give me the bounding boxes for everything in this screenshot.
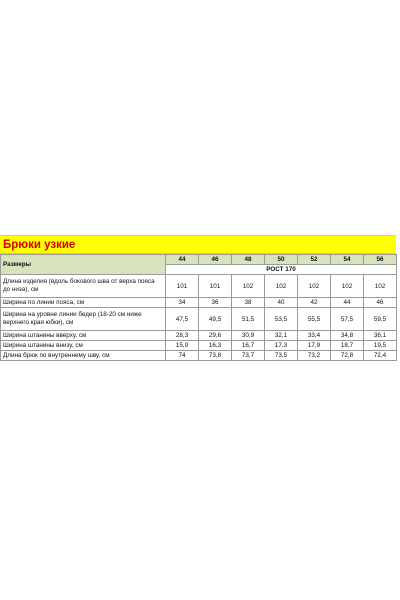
cell-value: 33,4 <box>298 331 331 341</box>
cell-value: 17,3 <box>265 341 298 351</box>
cell-value: 101 <box>199 275 232 298</box>
table-row <box>1 275 397 298</box>
cell-value: 17,9 <box>298 341 331 351</box>
cell-value: 30,9 <box>232 331 265 341</box>
cell-value: 73,7 <box>232 351 265 361</box>
cell-value: 51,5 <box>232 308 265 331</box>
table-row <box>1 308 397 331</box>
row-label: Ширина по линии пояса, см <box>1 298 166 308</box>
cell-value: 40 <box>265 298 298 308</box>
size-table <box>0 254 397 361</box>
cell-value: 34 <box>166 298 199 308</box>
cell-value: 74 <box>166 351 199 361</box>
cell-value: 34,8 <box>331 331 364 341</box>
size-46: 46 <box>199 255 232 265</box>
row-label: Ширина штанины вверху, см <box>1 331 166 341</box>
sizes-label: Размеры <box>1 255 166 275</box>
cell-value: 102 <box>364 275 397 298</box>
cell-value: 57,5 <box>331 308 364 331</box>
cell-value: 59,5 <box>364 308 397 331</box>
cell-value: 36 <box>199 298 232 308</box>
table-row <box>1 351 397 361</box>
table-row <box>1 298 397 308</box>
cell-value: 19,5 <box>364 341 397 351</box>
size-chart <box>0 235 396 361</box>
cell-value: 73,8 <box>199 351 232 361</box>
cell-value: 72,8 <box>331 351 364 361</box>
cell-value: 18,7 <box>331 341 364 351</box>
cell-value: 72,4 <box>364 351 397 361</box>
table-row <box>1 331 397 341</box>
cell-value: 102 <box>331 275 364 298</box>
cell-value: 102 <box>265 275 298 298</box>
cell-value: 38 <box>232 298 265 308</box>
cell-value: 28,3 <box>166 331 199 341</box>
row-label: Ширина штанины внизу, см <box>1 341 166 351</box>
cell-value: 102 <box>232 275 265 298</box>
size-44: 44 <box>166 255 199 265</box>
cell-value: 47,5 <box>166 308 199 331</box>
row-label: Длина изделия (вдоль бокового шва от верха пояса до низа), см <box>1 275 166 298</box>
cell-value: 102 <box>298 275 331 298</box>
cell-value: 15,9 <box>166 341 199 351</box>
size-48: 48 <box>232 255 265 265</box>
cell-value: 53,5 <box>265 308 298 331</box>
cell-value: 16,7 <box>232 341 265 351</box>
size-56: 56 <box>364 255 397 265</box>
table-row <box>1 341 397 351</box>
chart-title: Брюки узкие <box>0 235 396 254</box>
cell-value: 36,1 <box>364 331 397 341</box>
size-54: 54 <box>331 255 364 265</box>
cell-value: 101 <box>166 275 199 298</box>
cell-value: 46 <box>364 298 397 308</box>
cell-value: 49,5 <box>199 308 232 331</box>
cell-value: 73,5 <box>265 351 298 361</box>
cell-value: 55,5 <box>298 308 331 331</box>
size-50: 50 <box>265 255 298 265</box>
height-label: РОСТ 170 <box>166 265 397 275</box>
cell-value: 73,2 <box>298 351 331 361</box>
cell-value: 42 <box>298 298 331 308</box>
cell-value: 16,3 <box>199 341 232 351</box>
row-label: Ширина на уровне линии бедер (18-20 см ниже верхнего края юбки), см <box>1 308 166 331</box>
cell-value: 44 <box>331 298 364 308</box>
cell-value: 29,6 <box>199 331 232 341</box>
size-header-row <box>1 255 397 265</box>
cell-value: 32,1 <box>265 331 298 341</box>
size-52: 52 <box>298 255 331 265</box>
row-label: Длина брюк по внутреннему шву, см <box>1 351 166 361</box>
